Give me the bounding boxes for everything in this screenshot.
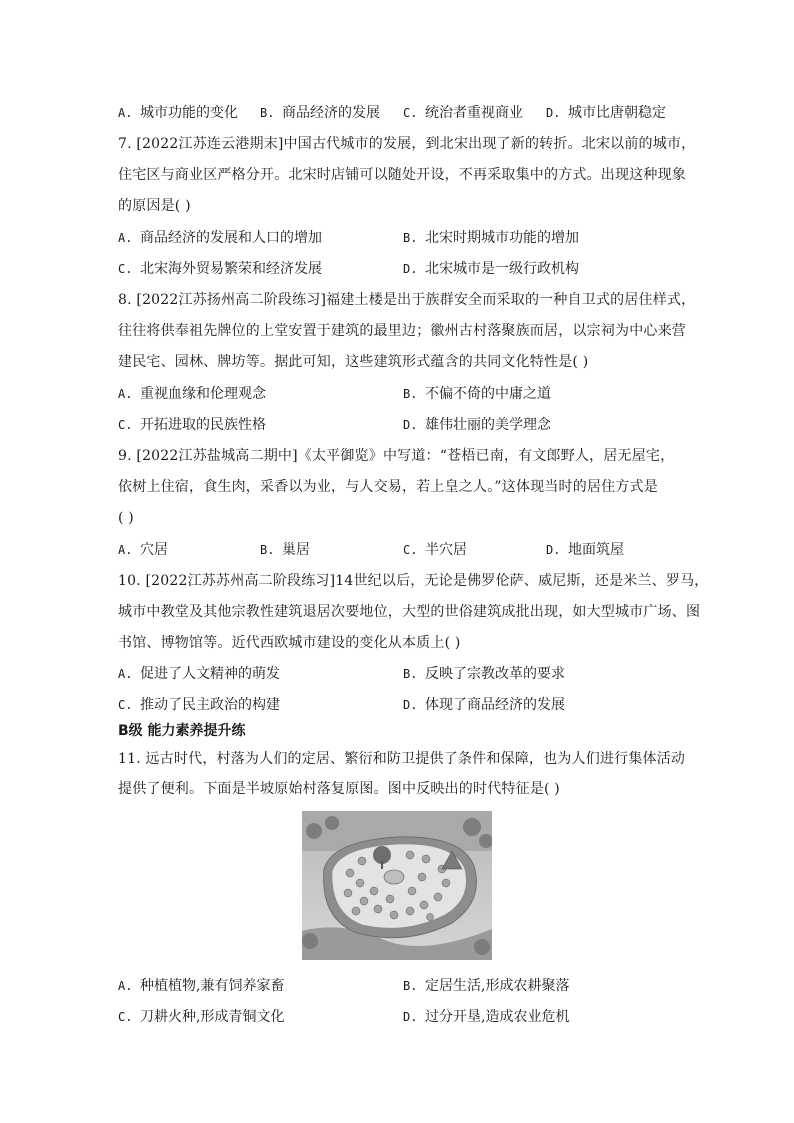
q6-option-b: B. 商品经济的发展 [260,105,380,121]
q11-option-d: D. 过分开垦,造成农业危机 [403,1009,570,1025]
q6-option-c: C. 统治者重视商业 [403,105,523,121]
q6-option-a: A. 城市功能的变化 [118,105,238,121]
q10-stem-line-3: 书馆、博物馆等。近代西欧城市建设的变化从本质上( ) [118,635,461,651]
q10-stem-line-2: 城市中教堂及其他宗教性建筑退居次要地位，大型的世俗建筑成批出现，如大型城市广场、图 [118,604,701,620]
q8-stem-line-3: 建民宅、园林、牌坊等。据此可知，这些建筑形式蕴含的共同文化特性是( ) [118,354,589,370]
q9-stem-line-1: 9. [2022江苏盐城高二期中]《太平御览》中写道：“苍梧已南，有文郎野人，居无屋宅， [118,448,675,464]
q11-option-b: B. 定居生活,形成农耕聚落 [403,978,570,994]
section-b-heading: B级 能力素养提升练 [118,723,246,739]
q7-option-a: A. 商品经济的发展和人口的增加 [118,230,322,246]
q8-option-a: A. 重视血缘和伦理观念 [118,386,266,402]
q9-option-c: C. 半穴居 [403,542,467,558]
q11-option-c: C. 刀耕火种,形成青铜文化 [118,1009,285,1025]
village-drawing [302,811,492,960]
q7-stem-line-3: 的原因是( ) [118,198,191,214]
q6-option-d: D. 城市比唐朝稳定 [546,105,666,121]
q9-stem-line-2: 依树上住宿，食生肉，采香以为业，与人交易，若上皇之人。”这体现当时的居住方式是 [118,479,658,495]
q8-stem-line-1: 8. [2022江苏扬州高二阶段练习]福建土楼是出于族群安全而采取的一种自卫式的居住样式， [118,292,696,308]
q10-option-c: C. 推动了民主政治的构建 [118,697,280,713]
q8-option-b: B. 不偏不倚的中庸之道 [403,386,551,402]
q8-option-c: C. 开拓进取的民族性格 [118,417,266,433]
q10-option-a: A. 促进了人文精神的萌发 [118,666,280,682]
q9-stem-line-3: ( ) [118,510,134,526]
q9-option-a: A. 穴居 [118,542,168,558]
q10-option-d: D. 体现了商品经济的发展 [403,697,565,713]
q7-option-c: C. 北宋海外贸易繁荣和经济发展 [118,261,322,277]
q8-stem-line-2: 往往将供奉祖先牌位的上堂安置于建筑的最里边；徽州古村落聚族而居，以宗祠为中心来营 [118,323,686,339]
q11-option-a: A. 种植植物,兼有饲养家畜 [118,978,285,994]
q9-option-d: D. 地面筑屋 [546,542,624,558]
q7-option-b: B. 北宋时期城市功能的增加 [403,230,579,246]
q7-stem-line-1: 7. [2022江苏连云港期末]中国古代城市的发展，到北宋出现了新的转折。北宋以前的城市， [118,136,696,152]
q11-stem-line-2: 提供了便利。下面是半坡原始村落复原图。图中反映出的时代特征是( ) [118,781,560,797]
banpo-village-illustration [302,811,492,960]
q7-stem-line-2: 住宅区与商业区严格分开。北宋时店铺可以随处开设，不再采取集中的方式。出现这种现象 [118,167,686,183]
q9-option-b: B. 巢居 [260,542,310,558]
q8-option-d: D. 雄伟壮丽的美学理念 [403,417,551,433]
q10-stem-line-1: 10. [2022江苏苏州高二阶段练习]14世纪以后，无论是佛罗伦萨、威尼斯，还是米兰、罗马， [118,573,709,589]
q10-option-b: B. 反映了宗教改革的要求 [403,666,565,682]
q7-option-d: D. 北宋城市是一级行政机构 [403,261,579,277]
q11-stem-line-1: 11. 远古时代，村落为人们的定居、繁衍和防卫提供了条件和保障，也为人们进行集体活动 [118,751,686,767]
